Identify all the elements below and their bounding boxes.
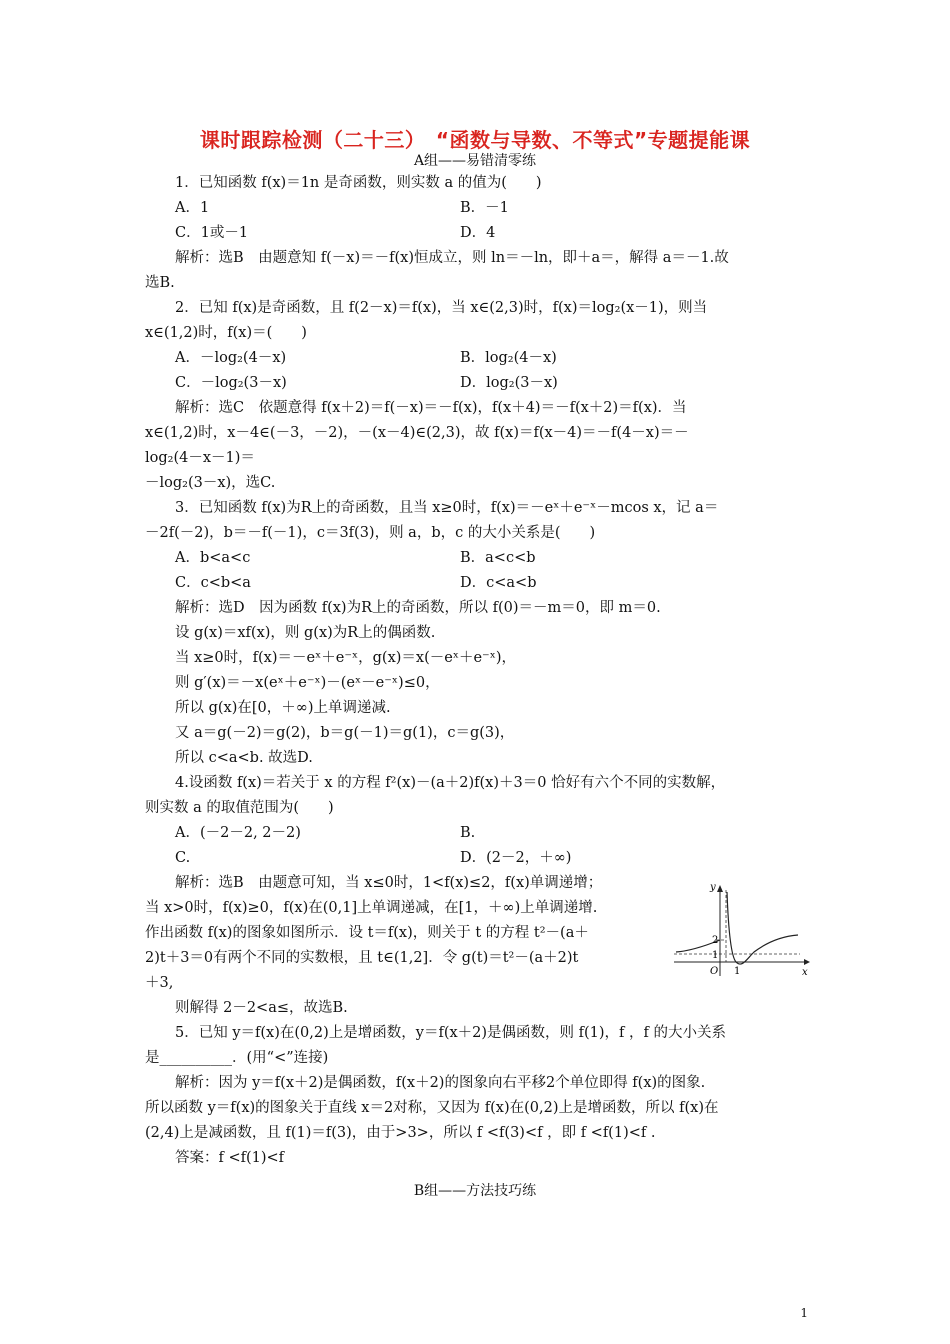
q1-option-a: A．1 — [175, 200, 210, 216]
q3-solution-cont: 所以 c<a<b. 故选D. — [175, 750, 313, 766]
graph-tick-1: 1 — [712, 950, 719, 961]
q2-solution-cont: －log₂(3－x)，选C. — [145, 475, 276, 491]
q4-solution-cont: 作出函数 f(x)的图象如图所示．设 t＝f(x)，则关于 t 的方程 t²－(a＋ — [145, 925, 589, 941]
q1-solution-cont: 选B. — [145, 275, 175, 291]
q2-option-d: D．log₂(3－x) — [460, 375, 558, 391]
q1-solution: 解析：选B 由题意知 f(－x)＝－f(x)恒成立，则 ln＝－ln，即＋a＝，解得 a＝－1.故 — [175, 250, 729, 266]
q3-solution-cont: 设 g(x)＝xf(x)，则 g(x)为R上的偶函数. — [175, 625, 436, 641]
q3-solution-cont: 又 a＝g(－2)＝g(2)，b＝g(－1)＝g(1)，c＝g(3)， — [175, 725, 515, 741]
y-axis-arrow — [717, 885, 723, 892]
page-number: 1 — [800, 1306, 808, 1320]
q2-option-c: C．－log₂(3－x) — [175, 375, 287, 391]
q2-stem: 2．已知 f(x)是奇函数，且 f(2－x)＝f(x)，当 x∈(2,3)时，f(x)＝log₂(x－1)，则当 — [175, 300, 708, 316]
q1-option-c: C．1或－1 — [175, 225, 249, 241]
q3-option-c: C．c<b<a — [175, 575, 251, 591]
group-a-heading: A组——易错清零练 — [413, 153, 537, 169]
right-branch-curve — [727, 892, 798, 964]
q3-stem-cont: －2f(－2)，b＝－f(－1)，c＝3f(3)，则 a，b，c 的大小关系是( ) — [145, 525, 596, 541]
q3-solution-cont: 则 g′(x)＝－x(eˣ＋e⁻ˣ)－(eˣ－e⁻ˣ)≤0， — [175, 675, 440, 691]
q4-solution-cont: 当 x>0时，f(x)≥0，f(x)在(0,1]上单调递减，在[1，＋∞)上单调递增. — [145, 900, 598, 916]
q3-solution-cont: 所以 g(x)在[0，＋∞)上单调递减. — [175, 700, 391, 716]
q4-stem: 4.设函数 f(x)＝若关于 x 的方程 f²(x)－(a＋2)f(x)＋3＝0 恰好有六个不同的实数解， — [175, 775, 726, 791]
q4-solution-cont: 则解得 2－2<a≤，故选B. — [175, 1000, 348, 1016]
q2-solution-cont: log₂(4－x－1)＝ — [145, 450, 255, 466]
q5-solution-cont: 所以函数 y＝f(x)的图象关于直线 x＝2对称，又因为 f(x)在(0,2)上是增函数，所以 f(x)在 — [145, 1100, 719, 1116]
q5-solution: 解析：因为 y＝f(x＋2)是偶函数，f(x＋2)的图象向右平移2个单位即得 f(x)的图象. — [175, 1075, 706, 1091]
q4-solution: 解析：选B 由题意可知，当 x≤0时，1<f(x)≤2，f(x)单调递增； — [175, 875, 603, 891]
q3-option-d: D．c<a<b — [460, 575, 537, 591]
group-b-heading: B组——方法技巧练 — [413, 1183, 537, 1199]
q3-solution: 解析：选D 因为函数 f(x)为R上的奇函数，所以 f(0)＝－m＝0，即 m＝0. — [175, 600, 661, 616]
function-graph — [670, 880, 810, 980]
q4-option-a: A．(－2－2, 2－2) — [175, 825, 301, 841]
q3-option-a: A．b<a<c — [175, 550, 251, 566]
q5-stem: 5．已知 y＝f(x)在(0,2)上是增函数，y＝f(x＋2)是偶函数，则 f(1)，f ，f 的大小关系 — [175, 1025, 726, 1041]
page-title: 课时跟踪检测（二十三） “函数与导数、不等式”专题提能课 — [199, 128, 751, 152]
q4-option-b: B. — [460, 825, 476, 841]
q2-solution-cont: x∈(1,2)时，x－4∈(－3，－2)，－(x－4)∈(2,3)，故 f(x)＝f(x－4)＝－f(4－x)＝－ — [145, 425, 689, 441]
x-axis-arrow — [804, 959, 810, 965]
graph-x-tick-1: 1 — [734, 966, 741, 977]
graph-x-label: x — [802, 967, 808, 978]
q2-stem-cont: x∈(1,2)时，f(x)＝( ) — [145, 325, 307, 341]
q4-solution-cont: ＋3, — [145, 975, 174, 991]
q4-solution-cont: 2)t＋3＝0有两个不同的实数根，且 t∈(1,2]．令 g(t)＝t²－(a＋2)t — [145, 950, 579, 966]
q3-solution-cont: 当 x≥0时，f(x)＝－eˣ＋e⁻ˣ，g(x)＝x(－eˣ＋e⁻ˣ)， — [175, 650, 516, 666]
graph-y-label: y — [710, 882, 716, 893]
q4-option-d: D．(2－2，＋∞) — [460, 850, 572, 866]
q3-stem: 3．已知函数 f(x)为R上的奇函数，且当 x≥0时，f(x)＝－eˣ＋e⁻ˣ－mcos x，记 a＝ — [175, 500, 719, 516]
q2-option-a: A．－log₂(4－x) — [175, 350, 287, 366]
q4-option-c: C. — [175, 850, 191, 866]
q3-option-b: B．a<c<b — [460, 550, 536, 566]
q5-solution-cont: (2,4)上是减函数，且 f(1)＝f(3)，由于>3>，所以 f <f(3)<f ，即 f <f(1)<f . — [145, 1125, 656, 1141]
graph-origin-label: O — [710, 966, 719, 977]
q1-option-b: B．－1 — [460, 200, 509, 216]
q5-answer: 答案：f <f(1)<f — [175, 1150, 285, 1166]
q1-stem: 1．已知函数 f(x)＝1n 是奇函数，则实数 a 的值为( ) — [175, 175, 542, 191]
q4-stem-cont: 则实数 a 的取值范围为( ) — [145, 800, 334, 816]
q1-option-d: D．4 — [460, 225, 496, 241]
graph-tick-2: 2 — [712, 935, 719, 946]
q2-solution: 解析：选C 依题意得 f(x＋2)＝f(－x)＝－f(x)，f(x＋4)＝－f(x＋2)＝f(x)．当 — [175, 400, 687, 416]
q2-option-b: B．log₂(4－x) — [460, 350, 557, 366]
q5-stem-cont: 是__________．(用“<”连接) — [145, 1050, 329, 1066]
